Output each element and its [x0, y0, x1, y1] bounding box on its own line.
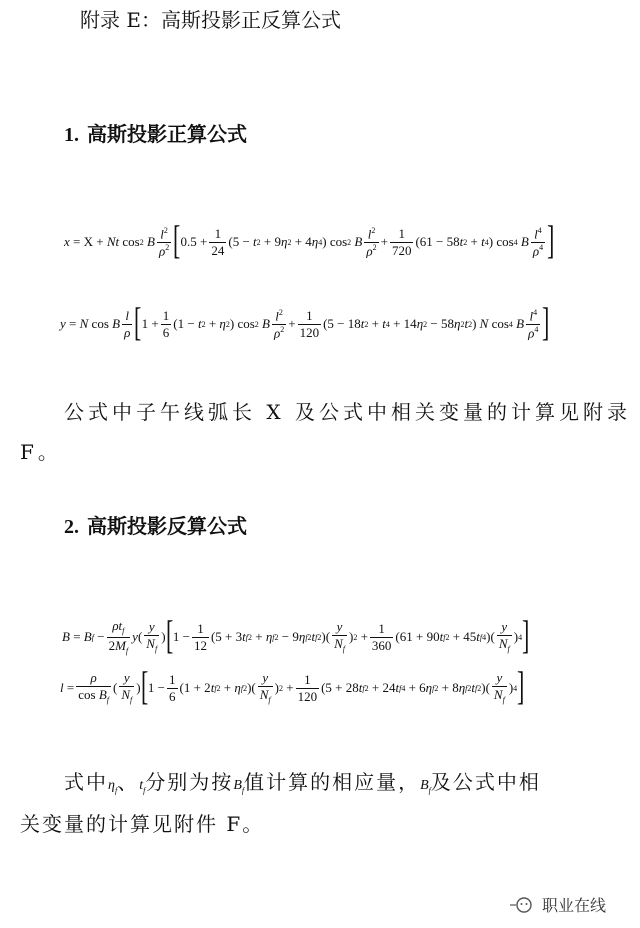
paragraph-2-line-2: 关变量的计算见附件 F。 — [20, 812, 265, 836]
section-heading-inverse: 2. 高斯投影反算公式 — [64, 514, 247, 538]
paragraph-1-line-1: 公式中子午线弧长 X 及公式中相关变量的计算见附录 — [64, 400, 631, 424]
watermark-text: 职业在线 — [542, 896, 607, 915]
formula-l: l = $\frac{\rho}{\cos B_f}$ ( $\frac{y}{N_f}$ ) [ 1 − $\frac{1}{6}$ (1 + 2 t f 2 + η f 2 )( $\frac{y}{N_f}$ ) 2 + $\frac{1}{120}$ (5 + 28 t f 2 + 24 t f 4 + 6 η f 2 + 8 η f 2 t f 2 )( $\frac{y}{N_f}$ ) 4 ] — [60, 663, 525, 708]
formula-y: y = N cos B $\frac{l}{\rho}$ [ 1 + $\frac{1}{6}$ (1 − t 2 + η 2 ) cos 2 B $\frac{l^2}{\rho^2}$ + $\frac{1}{120}$ (5 − 18 t 2 + t 4 + 14 η 2 − 58 η 2 t 2 ) N cos 4 B $\frac{l^4}{\rho^4}$ ] — [60, 299, 550, 344]
formula-B: B = B f − $\frac{\rho t_f}{2M_f}$ y ( $\frac{y}{N_f}$ ) [ 1 − $\frac{1}{12}$ (5 + 3 t f 2 + η f 2 − 9 η f 2 t f 2 )( $\frac{y}{N_f}$ ) 2 + $\frac{1}{360}$ (61 + 90 t f 2 + 45 t f 4 )( $\frac{y}{N_f}$ ) 4 ] — [62, 612, 530, 657]
section-heading-forward: 1. 高斯投影正算公式 — [64, 122, 247, 146]
watermark-logo — [510, 893, 606, 916]
paragraph-1-line-2: F。 — [20, 440, 62, 464]
wechat-icon — [510, 896, 538, 914]
formula-x: x = X + Nt cos 2 B $\frac{l^2}{\rho^2}$ [ 0.5 + $\frac{1}{24}$ (5 − t 2 + 9 η 2 + 4 η 4 ) cos 2 B $\frac{l^2}{\rho^2}$ + $\frac{1}{720}$ (61 − 58 t 2 + t 4 ) cos 4 B $\frac{l^4}{\rho^4}$ ] — [64, 217, 555, 262]
paragraph-2-line-1: 式中$\eta_f$、$t_f$分别为按$B_f$值计算的相应量，$B_f$及公式中相 — [64, 770, 541, 795]
page-title: 附录 E：高斯投影正反算公式 — [80, 8, 341, 32]
